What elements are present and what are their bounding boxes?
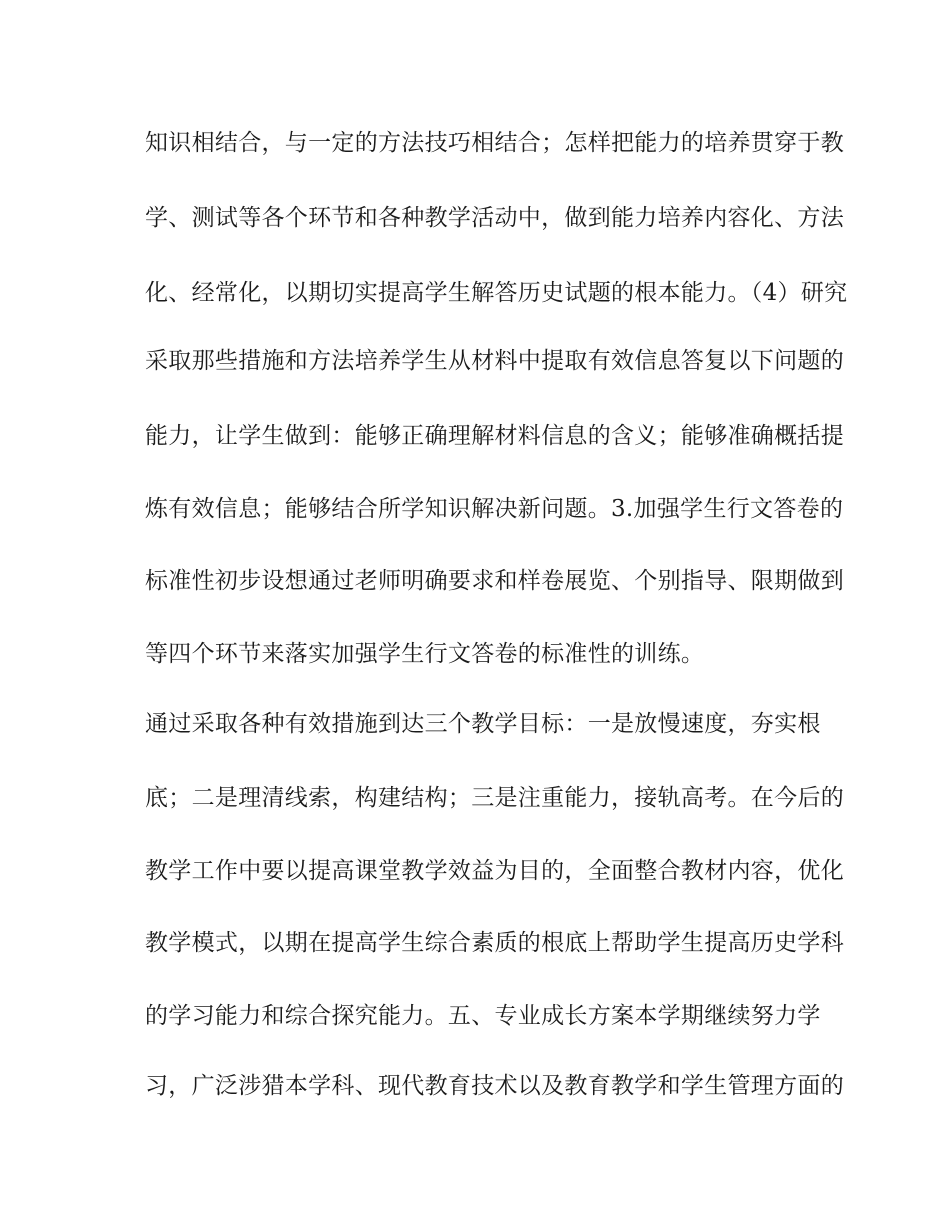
text-line-8: 等四个环节来落实加强学生行文答卷的标准性的训练。 xyxy=(145,641,705,667)
text-line-11: 教学工作中要以提高课堂教学效益为目的，全面整合教材内容，优化 xyxy=(145,858,844,884)
text-line-12: 教学模式，以期在提高学生综合素质的根底上帮助学生提高历史学科 xyxy=(145,930,844,956)
text-line-6: 炼有效信息；能够结合所学知识解决新问题。3.加强学生行文答卷的 xyxy=(145,496,844,522)
text-line-10: 底；二是理清线索，构建结构；三是注重能力，接轨高考。在今后的 xyxy=(145,785,844,811)
text-line-2: 学、测试等各个环节和各种教学活动中，做到能力培养内容化、方法 xyxy=(145,205,844,231)
text-line-4: 采取那些措施和方法培养学生从材料中提取有效信息答复以下问题的 xyxy=(145,348,844,374)
text-line-13: 的学习能力和综合探究能力。五、专业成长方案本学期继续努力学 xyxy=(145,1003,821,1029)
text-line-1: 知识相结合，与一定的方法技巧相结合；怎样把能力的培养贯穿于教 xyxy=(145,130,844,156)
text-line-9: 通过采取各种有效措施到达三个教学目标：一是放慢速度，夯实根 xyxy=(145,711,821,737)
text-line-7: 标准性初步设想通过老师明确要求和样卷展览、个别指导、限期做到 xyxy=(145,568,844,594)
text-line-3: 化、经常化，以期切实提高学生解答历史试题的根本能力。（4）研究 xyxy=(145,280,848,306)
text-line-5: 能力，让学生做到：能够正确理解材料信息的含义；能够准确概括提 xyxy=(145,423,844,449)
text-line-14: 习，广泛涉猎本学科、现代教育技术以及教育教学和学生管理方面的 xyxy=(145,1073,844,1099)
